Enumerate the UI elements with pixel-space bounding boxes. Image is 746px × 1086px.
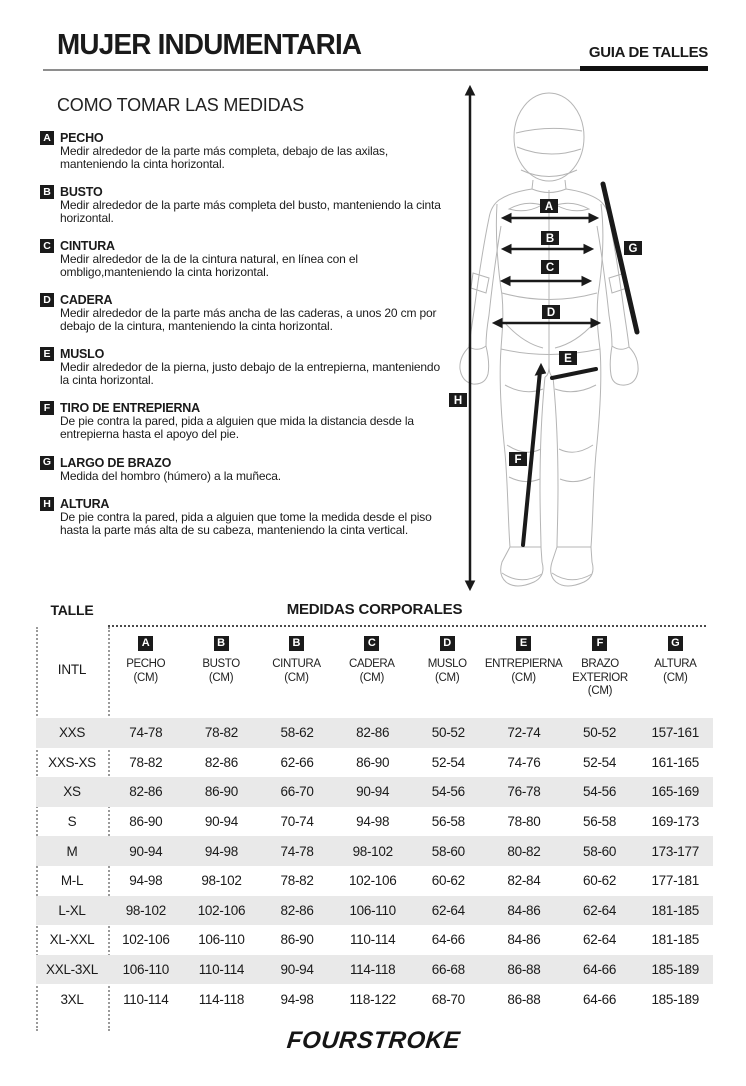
value-cell: 185-189 xyxy=(651,962,699,978)
value-cell: 68-70 xyxy=(431,991,465,1007)
value-cell: 82-86 xyxy=(356,725,390,741)
column-unit: (CM) xyxy=(284,671,309,684)
measure-title: CINTURA xyxy=(60,239,115,254)
table-intl-label: INTL xyxy=(57,662,87,677)
svg-text:D: D xyxy=(546,307,556,319)
value-cell: 50-52 xyxy=(583,725,617,741)
value-cell: 98-102 xyxy=(352,843,393,859)
thigh-measure-line xyxy=(552,369,596,378)
measure-description: Medir alrededor de la pierna, justo debajo de la entrepierna, manteniendo la cinta horizontal. xyxy=(60,360,440,388)
measure-letter-badge: B xyxy=(40,185,54,199)
column-name: BUSTO xyxy=(202,658,240,670)
measure-item-g xyxy=(40,456,452,483)
value-cell: 102-106 xyxy=(197,902,246,918)
header-divider-black xyxy=(580,66,708,71)
value-cell: 82-86 xyxy=(280,902,314,918)
measure-item-h xyxy=(40,497,452,537)
value-cell: 94-98 xyxy=(356,814,390,830)
badge-C xyxy=(541,260,559,274)
measure-title: LARGO DE BRAZO xyxy=(60,455,172,470)
height-measure-line xyxy=(466,86,475,590)
column-letter-badge: G xyxy=(668,636,683,651)
column-name: BRAZO EXTERIOR xyxy=(572,658,628,684)
size-cell: XXS xyxy=(58,725,86,741)
value-cell: 90-94 xyxy=(280,962,314,978)
column-name: CADERA xyxy=(349,658,395,670)
size-cell: 3XL xyxy=(60,991,84,1007)
value-cell: 86-88 xyxy=(507,991,541,1007)
size-cell: M-L xyxy=(60,873,84,889)
value-cell: 54-56 xyxy=(431,784,465,800)
value-cell: 52-54 xyxy=(431,754,465,770)
footer-brand xyxy=(0,1027,746,1055)
measure-description: Medir alrededor de la parte más ancha de las caderas, a unos 20 cm por debajo de la cintura, manteniendo la cinta horizontal. xyxy=(60,306,437,334)
column-name: ENTREPIERNA xyxy=(484,658,563,670)
value-cell: 165-169 xyxy=(651,784,699,800)
table-row-xxs xyxy=(36,718,713,748)
value-cell: 78-82 xyxy=(204,725,238,741)
column-name: PECHO xyxy=(126,658,166,670)
measure-item-a xyxy=(40,131,452,171)
value-cell: 82-86 xyxy=(129,784,163,800)
svg-text:H: H xyxy=(453,395,463,407)
badge-F xyxy=(509,452,527,466)
size-cell: XS xyxy=(63,784,81,800)
value-cell: 58-60 xyxy=(583,843,617,859)
table-row-l-xl xyxy=(36,896,713,926)
rider-outline-illustration xyxy=(460,93,638,586)
column-letter-badge: F xyxy=(592,636,607,651)
column-unit: (CM) xyxy=(133,671,158,684)
column-letter-badge: B xyxy=(214,636,229,651)
column-letter-badge: B xyxy=(289,636,304,651)
measure-item-c xyxy=(40,239,452,279)
value-cell: 58-62 xyxy=(280,725,314,741)
value-cell: 90-94 xyxy=(204,814,238,830)
measure-title: BUSTO xyxy=(60,185,103,200)
column-unit: (CM) xyxy=(587,685,613,697)
column-unit: (CM) xyxy=(359,671,384,684)
size-cell: XXS-XS xyxy=(48,754,96,770)
table-medidas-header: MEDIDAS CORPORALES xyxy=(286,601,463,618)
page-title: MUJER INDUMENTARIA xyxy=(57,29,362,61)
badge-H xyxy=(449,393,467,407)
value-cell: 62-64 xyxy=(431,902,465,918)
measure-item-f xyxy=(40,401,452,441)
value-cell: 98-102 xyxy=(201,873,242,889)
value-cell: 161-165 xyxy=(651,754,699,770)
table-column-muslo xyxy=(410,633,485,699)
svg-text:E: E xyxy=(564,353,572,365)
value-cell: 60-62 xyxy=(583,873,617,889)
value-cell: 62-66 xyxy=(280,754,314,770)
column-letter-badge: A xyxy=(138,636,153,651)
brand-logo-fourstroke: FOURSTROKE xyxy=(285,1027,461,1054)
value-cell: 56-58 xyxy=(583,814,617,830)
value-cell: 173-177 xyxy=(651,843,699,859)
measure-item-d xyxy=(40,293,452,333)
measure-description: De pie contra la pared, pida a alguien que tome la medida desde el piso hasta la parte más alta de su cabeza, manteniendo la cinta vertical. xyxy=(60,509,432,537)
bust-measure-line xyxy=(502,245,593,254)
measure-letter-badge: D xyxy=(40,293,54,307)
size-table-body xyxy=(36,718,713,1014)
table-row-xl-xxl xyxy=(36,925,713,955)
measure-description: Medir alrededor de la de la cintura natural, en línea con el ombligo,manteniendo la cinta horizontal. xyxy=(60,252,358,279)
value-cell: 94-98 xyxy=(204,843,238,859)
value-cell: 86-90 xyxy=(356,754,390,770)
value-cell: 78-82 xyxy=(129,754,163,770)
table-column-cadera xyxy=(334,633,409,699)
column-unit: (CM) xyxy=(663,671,688,684)
value-cell: 110-114 xyxy=(198,962,245,978)
badge-A xyxy=(540,199,558,213)
table-column-brazo-exterior xyxy=(562,633,637,699)
value-cell: 64-66 xyxy=(583,962,617,978)
column-letter-badge: E xyxy=(516,636,531,651)
measure-item-e xyxy=(40,347,452,387)
value-cell: 169-173 xyxy=(651,814,699,830)
value-cell: 181-185 xyxy=(651,932,699,948)
svg-text:G: G xyxy=(628,243,638,255)
value-cell: 86-88 xyxy=(507,962,541,978)
value-cell: 72-74 xyxy=(507,725,541,741)
value-cell: 106-110 xyxy=(122,962,170,978)
measure-letter-badge: E xyxy=(40,347,54,361)
table-column-headers xyxy=(108,633,713,699)
value-cell: 102-106 xyxy=(348,873,397,889)
svg-text:A: A xyxy=(544,201,554,213)
column-unit: (CM) xyxy=(511,671,536,684)
value-cell: 74-78 xyxy=(280,843,314,859)
table-dotted-rule-horizontal xyxy=(108,625,706,627)
measure-letter-badge: C xyxy=(40,239,54,253)
chest-measure-line xyxy=(502,214,598,223)
measure-title: PECHO xyxy=(60,131,104,145)
badge-B xyxy=(541,231,559,245)
size-cell: S xyxy=(67,814,77,830)
value-cell: 110-114 xyxy=(349,932,396,948)
column-letter-badge: D xyxy=(440,636,455,651)
table-talle-header: TALLE xyxy=(50,602,94,618)
value-cell: 66-68 xyxy=(431,962,465,978)
value-cell: 110-114 xyxy=(123,991,169,1007)
value-cell: 74-78 xyxy=(129,725,163,741)
measure-letter-badge: A xyxy=(40,131,54,145)
value-cell: 82-86 xyxy=(204,754,238,770)
table-column-altura xyxy=(638,633,713,699)
value-cell: 90-94 xyxy=(129,843,163,859)
value-cell: 62-64 xyxy=(583,902,617,918)
badge-D xyxy=(542,305,560,319)
value-cell: 157-161 xyxy=(651,725,699,741)
table-row-m xyxy=(36,836,713,866)
value-cell: 177-181 xyxy=(651,873,699,889)
value-cell: 86-90 xyxy=(204,784,238,800)
value-cell: 74-76 xyxy=(507,754,541,770)
value-cell: 66-70 xyxy=(280,784,314,800)
value-cell: 94-98 xyxy=(129,873,163,889)
size-cell: XXL-3XL xyxy=(46,962,98,978)
value-cell: 90-94 xyxy=(356,784,390,800)
value-cell: 94-98 xyxy=(280,991,314,1007)
value-cell: 56-58 xyxy=(431,814,465,830)
measure-description: Medida del hombro (húmero) a la muñeca. xyxy=(60,468,281,483)
measure-title: CADERA xyxy=(60,293,113,308)
measure-letter-badge: F xyxy=(40,401,54,415)
measure-item-b xyxy=(40,185,452,225)
waist-measure-line xyxy=(501,277,591,286)
table-column-busto xyxy=(183,633,258,699)
value-cell: 114-118 xyxy=(198,991,245,1007)
measure-description: De pie contra la pared, pida a alguien que mida la distancia desde la entrepierna hasta el apoyo del pie. xyxy=(60,414,414,442)
table-column-entrepierna xyxy=(485,633,562,699)
table-row-m-l xyxy=(36,866,713,896)
table-row-3xl xyxy=(36,984,713,1014)
page-subtitle: GUIA DE TALLES xyxy=(588,44,708,61)
value-cell: 76-78 xyxy=(507,784,541,800)
measure-letter-badge: H xyxy=(40,497,54,511)
value-cell: 86-90 xyxy=(280,932,314,948)
size-cell: XL-XXL xyxy=(49,932,95,948)
value-cell: 102-106 xyxy=(122,932,170,948)
figure-diagram xyxy=(445,85,745,605)
measure-title: TIRO DE ENTREPIERNA xyxy=(60,401,200,416)
measure-description: Medir alrededor de la parte más completa, debajo de las axilas, manteniendo la cinta horizontal. xyxy=(60,144,389,171)
column-letter-badge: C xyxy=(364,636,379,651)
value-cell: 82-84 xyxy=(507,873,541,889)
table-row-xxl-3xl xyxy=(36,955,713,985)
measure-description: Medir alrededor de la parte más completa del busto, manteniendo la cinta horizontal. xyxy=(60,198,441,225)
table-column-cintura xyxy=(259,633,334,699)
column-name: ALTURA xyxy=(654,658,697,670)
badge-G xyxy=(624,241,642,255)
svg-text:B: B xyxy=(545,233,555,245)
measure-letter-badge: G xyxy=(40,456,54,470)
size-cell: L-XL xyxy=(58,902,86,918)
table-row-s xyxy=(36,807,713,837)
table-column-pecho xyxy=(108,633,183,699)
table-row-xxs-xs xyxy=(36,748,713,778)
value-cell: 98-102 xyxy=(125,902,166,918)
value-cell: 181-185 xyxy=(651,902,699,918)
value-cell: 62-64 xyxy=(583,932,617,948)
value-cell: 64-66 xyxy=(431,932,465,948)
value-cell: 78-80 xyxy=(507,814,541,830)
value-cell: 84-86 xyxy=(507,902,541,918)
column-unit: (CM) xyxy=(208,671,234,684)
value-cell: 86-90 xyxy=(129,814,163,830)
measure-title: ALTURA xyxy=(60,496,110,511)
size-cell: M xyxy=(66,843,78,859)
value-cell: 64-66 xyxy=(583,991,617,1007)
value-cell: 106-110 xyxy=(349,902,396,918)
measure-title: MUSLO xyxy=(60,347,105,362)
value-cell: 118-122 xyxy=(349,991,396,1007)
hip-measure-line xyxy=(493,319,600,328)
svg-text:C: C xyxy=(545,262,555,274)
svg-text:F: F xyxy=(514,454,522,466)
value-cell: 60-62 xyxy=(431,873,465,889)
column-unit: (CM) xyxy=(435,671,460,684)
column-name: MUSLO xyxy=(427,658,467,670)
badge-E xyxy=(559,351,577,365)
value-cell: 54-56 xyxy=(583,784,617,800)
value-cell: 58-60 xyxy=(431,843,465,859)
value-cell: 84-86 xyxy=(507,932,541,948)
column-name: CINTURA xyxy=(272,658,321,670)
table-row-xs xyxy=(36,777,713,807)
value-cell: 114-118 xyxy=(349,962,396,978)
value-cell: 106-110 xyxy=(198,932,245,948)
value-cell: 185-189 xyxy=(651,991,699,1007)
header-divider-gray xyxy=(43,69,580,71)
value-cell: 78-82 xyxy=(280,873,314,889)
value-cell: 52-54 xyxy=(583,754,617,770)
measure-list xyxy=(40,131,452,551)
value-cell: 70-74 xyxy=(280,814,314,830)
value-cell: 50-52 xyxy=(431,725,465,741)
section-title: COMO TOMAR LAS MEDIDAS xyxy=(57,95,304,115)
value-cell: 80-82 xyxy=(507,843,541,859)
